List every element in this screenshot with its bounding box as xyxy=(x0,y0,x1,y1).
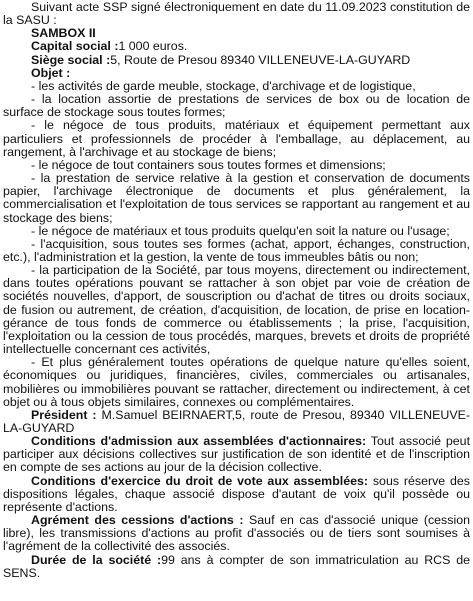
siege-label: Siège social : xyxy=(31,52,111,67)
duree-line xyxy=(3,554,470,580)
objet-item: - l'acquisition, sous toutes ses formes (achat, apport, échanges, construction, etc.), l'administration et la gestion, la vente de tous immeubles bâtis ou non; xyxy=(3,236,470,264)
vote-line xyxy=(3,475,470,514)
president-label: Président : xyxy=(31,407,97,422)
objet-item: - le négoce de matériaux et tous produits quelqu'en soit la nature ou l'usage; xyxy=(31,223,450,238)
agrement-label: Agrément des cessions d'actions : xyxy=(31,513,244,528)
duree-value: 99 ans à compter de son immatriculation au RCS de SENS. xyxy=(3,552,470,580)
siege-line xyxy=(3,54,470,67)
objet-item: - la location assortie de prestations de services de box ou de location de surface de stockage sous toutes formes; xyxy=(3,92,470,120)
admission-value: Tout associé peut participer aux décisions collectives sur justification de son identité et de l'inscription en compte de ses actions au jour de la décision collective. xyxy=(3,434,471,475)
president-value: M.Samuel BEIRNAERT,5, route de Presou, 89340 VILLENEUVE-LA-GUYARD xyxy=(3,407,470,435)
objet-item: - la participation de la Société, par tous moyens, directement ou indirectement, dans toutes opérations pouvant se rattacher à son objet par voie de création de sociétés nouvelles, d'apport, de souscription ou d'achat de titres ou droits sociaux, de fusion ou autrement, de création, d'acquisition, de location, de prise en location-gérance de tous fonds de commerce ou établissements ; la prise, l'acquisition, l'exploitation ou la cession de tous procédés, marques, brevets et droits de propriété intellectuelle concernant ces activités, xyxy=(3,263,470,357)
admission-line xyxy=(3,435,470,474)
president-line xyxy=(3,409,470,435)
capital-label: Capital social : xyxy=(31,39,119,54)
company-name: SAMBOX II xyxy=(31,26,96,41)
admission-label: Conditions d'admission aux assemblées d'actionnaires: xyxy=(31,434,367,449)
objet-item: - Et plus généralement toutes opérations de quelque nature qu'elles soient, économiques ou juridiques, financières, civiles, commerciales ou artisanales, mobilières ou immobilières pouvant se rattacher, directement ou indirectement, à cet objet ou à tous objets similaires, connexes ou complémentaires. xyxy=(3,355,470,409)
agrement-value: Sauf en cas d'associé unique (cession libre), les transmissions d'actions au profit d'associés ou de tiers sont soumises à l'agrément de la collectivité des associés. xyxy=(3,513,470,554)
objet-item: - le négoce de tout containers sous toutes formes et dimensions; xyxy=(31,157,386,172)
objet-item: - les activités de garde meuble, stockage, d'archivage et de logistique, xyxy=(31,78,416,93)
objet-label: Objet : xyxy=(31,65,71,80)
objet-item: - la prestation de service relative à la gestion et conservation de documents papier, l'archivage électronique de documents et plus généralement, la commercialisation et l'exploitation de tous services se rapportant au rangement et au stockage des biens; xyxy=(3,171,470,225)
agrement-line xyxy=(3,514,470,553)
capital-value: 1 000 euros. xyxy=(118,39,188,54)
duree-label: Durée de la société : xyxy=(31,552,162,567)
vote-value: sous réserve des dispositions légales, chaque associé dispose d'autant de voix qu'il possède ou représente d'actions. xyxy=(3,473,470,514)
notice-intro: Suivant acte SSP signé électroniquement en date du 11.09.2023 constitution de la SASU : xyxy=(3,0,470,28)
objet-item: - le négoce de tous produits, matériaux et équipement permettant aux particuliers et professionnels de procéder à l'emballage, au déplacement, au rangement, à l'archivage et au stockage de biens; xyxy=(3,118,470,159)
siege-value: 5, Route de Presou 89340 VILLENEUVE-LA-GUYARD xyxy=(110,52,411,67)
vote-label: Conditions d'exercice du droit de vote aux assemblées: xyxy=(31,473,369,488)
